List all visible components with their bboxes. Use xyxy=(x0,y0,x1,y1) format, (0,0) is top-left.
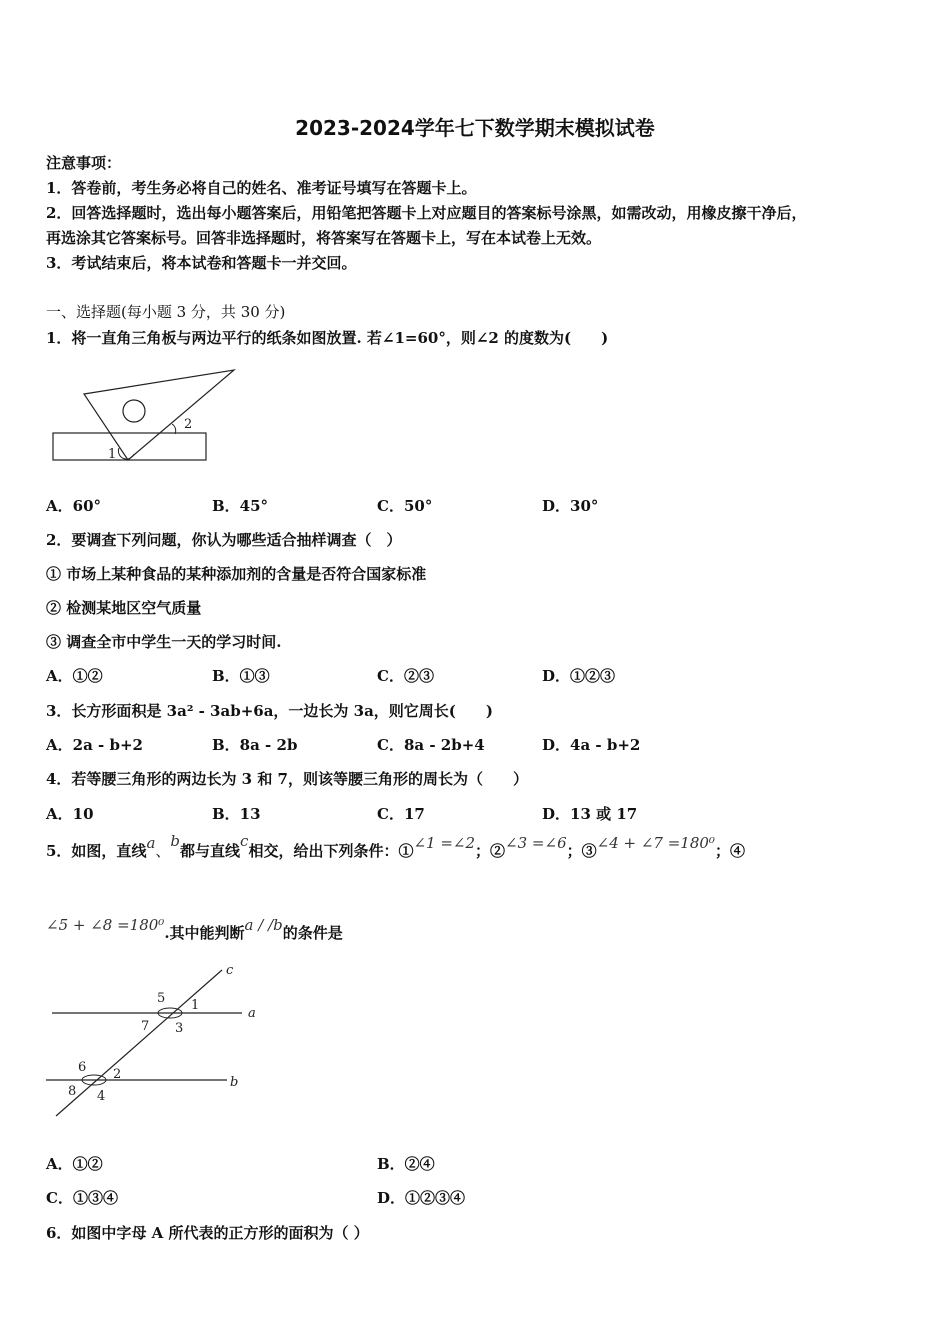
q5-var-a: a xyxy=(146,834,156,852)
notice-heading: 注意事项： xyxy=(46,154,122,172)
section-heading: 一、选择题(每小题 3 分，共 30 分) xyxy=(46,303,286,321)
notice-item: 2．回答选择题时，选出每小题答案后，用铅笔把答题卡上对应题目的答案标号涂黑，如需改动，用橡皮擦干净后， xyxy=(46,204,807,222)
question-4-option-c[interactable]: C．17 xyxy=(377,805,425,823)
q5-text: ；④ xyxy=(714,842,745,860)
question-1-option-c[interactable]: C．50° xyxy=(377,497,433,515)
question-3-option-c[interactable]: C．8a - 2b+4 xyxy=(377,736,485,754)
question-5-stem-line-1 xyxy=(46,832,745,861)
notice-item: 3．考试结束后，将本试卷和答题卡一并交回。 xyxy=(46,254,357,272)
question-3-stem: 3．长方形面积是 3a² - 3ab+6a，一边长为 3a，则它周长( ) xyxy=(46,702,493,720)
question-5-option-b[interactable]: B．②④ xyxy=(377,1155,435,1173)
label-2: 2 xyxy=(113,1067,122,1082)
question-2-item: ③ 调查全市中学生一天的学习时间. xyxy=(46,633,282,651)
question-1-option-d[interactable]: D．30° xyxy=(542,497,599,515)
question-4-option-a[interactable]: A．10 xyxy=(46,805,94,823)
question-5-stem-line-2 xyxy=(46,916,343,943)
question-5-option-a[interactable]: A．①② xyxy=(46,1155,103,1173)
label-4: 4 xyxy=(97,1089,106,1104)
angle-1-label: 1 xyxy=(108,447,117,462)
q5-cond-3: ∠4 + ∠7 =180⁰ xyxy=(596,834,715,852)
notice-item: 1．答卷前，考生务必将自己的姓名、准考证号填写在答题卡上。 xyxy=(46,179,477,197)
notice-item: 再选涂其它答案标号。回答非选择题时，将答案写在答题卡上，写在本试卷上无效。 xyxy=(46,229,602,247)
q5-cond-2: ∠3 =∠6 xyxy=(505,834,567,852)
q5-text: 都与直线 xyxy=(180,842,241,860)
question-2-option-b[interactable]: B．①③ xyxy=(212,667,270,685)
line-c xyxy=(56,970,222,1116)
question-5-figure xyxy=(44,960,274,1120)
label-8: 8 xyxy=(68,1084,77,1099)
label-c: c xyxy=(226,963,234,978)
q5-cond-1: ∠1 =∠2 xyxy=(413,834,476,852)
question-5-option-c[interactable]: C．①③④ xyxy=(46,1189,118,1207)
q5-text: 相交，给出下列条件：① xyxy=(248,842,414,860)
question-3-option-b[interactable]: B．8a - 2b xyxy=(212,736,298,754)
q5-text: .其中能判断 xyxy=(164,924,245,942)
ruler-hole xyxy=(123,400,145,422)
q5-var-c: c xyxy=(240,832,249,850)
label-b: b xyxy=(230,1075,239,1090)
q5-sep: 、 xyxy=(155,842,171,860)
label-6: 6 xyxy=(78,1060,87,1075)
triangle-ruler xyxy=(84,370,234,460)
question-2-option-d[interactable]: D．①②③ xyxy=(542,667,616,685)
label-a: a xyxy=(248,1006,256,1021)
question-3-option-d[interactable]: D．4a - b+2 xyxy=(542,736,641,754)
q5-cond-4: ∠5 + ∠8 =180⁰ xyxy=(46,916,165,934)
label-1: 1 xyxy=(191,998,200,1013)
question-2-item: ② 检测某地区空气质量 xyxy=(46,599,202,617)
q5-text: 的条件是 xyxy=(282,924,343,942)
question-4-option-d[interactable]: D．13 或 17 xyxy=(542,805,638,823)
question-2-option-c[interactable]: C．②③ xyxy=(377,667,434,685)
question-1-stem: 1．将一直角三角板与两边平行的纸条如图放置. 若∠1=60°，则∠2 的度数为( ) xyxy=(46,329,609,347)
question-4-option-b[interactable]: B．13 xyxy=(212,805,261,823)
question-6-stem: 6．如图中字母 A 所代表的正方形的面积为（ ） xyxy=(46,1224,369,1242)
question-3-option-a[interactable]: A．2a - b+2 xyxy=(46,736,143,754)
label-7: 7 xyxy=(141,1019,150,1034)
question-2-item: ① 市场上某种食品的某种添加剂的含量是否符合国家标准 xyxy=(46,565,427,583)
question-2-option-a[interactable]: A．①② xyxy=(46,667,103,685)
q5-text: ；② xyxy=(475,842,506,860)
label-3: 3 xyxy=(175,1021,184,1036)
question-1-figure xyxy=(46,362,246,466)
paper-strip xyxy=(53,433,206,460)
page-title: 2023-2024学年七下数学期末模拟试卷 xyxy=(295,116,655,140)
question-1-option-a[interactable]: A．60° xyxy=(46,497,102,515)
angle-2-label: 2 xyxy=(184,417,193,432)
question-1-option-b[interactable]: B．45° xyxy=(212,497,269,515)
question-4-stem: 4．若等腰三角形的两边长为 3 和 7，则该等腰三角形的周长为（ ） xyxy=(46,770,528,788)
q5-text: 5．如图，直线 xyxy=(46,842,147,860)
q5-text: ；③ xyxy=(566,842,597,860)
q5-var-b: b xyxy=(170,832,181,850)
q5-parallel: a / /b xyxy=(244,916,283,934)
label-5: 5 xyxy=(157,991,166,1006)
question-2-stem: 2．要调查下列问题，你认为哪些适合抽样调查（ ） xyxy=(46,531,402,549)
question-5-option-d[interactable]: D．①②③④ xyxy=(377,1189,466,1207)
